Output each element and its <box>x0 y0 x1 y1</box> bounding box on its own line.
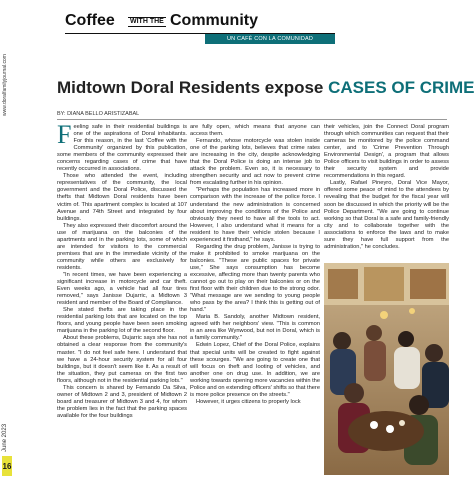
headline-main: Midtown Doral Residents expose <box>57 78 329 97</box>
website-url-text: www.doralfamilyjournal.com <box>2 54 8 116</box>
article-paragraph: Lastly, Rafael Pineyro, Doral Vice Mayor, offered some peace of mind to the attendees by revealing that the budget for the fiscal year will soon be discussed in which the priority will be the Police Department. "We are going to continue working so that Doral is a safe and family-friendly city and to collaborate together with the associations to enforce the laws and to make sure they have full support from the administration," he concludes. <box>324 180 449 250</box>
article-paragraph: Maria B. Sandoly, another Midtown resident, agreed with her neighbors' view. "This is common in an area like Wynwood, but not in Doral, which is a family community." <box>190 314 320 342</box>
article-column-2 <box>190 124 320 406</box>
masthead-with-the: WITH THE <box>130 18 164 25</box>
article-paragraph: "Perhaps the population has increased more in comparison with the increase of the police force. I understand the new administration is concerned about improving the conditions of the Police and obviously they need to have all the tools to act. However, I also understand what it means for a resident to have their vehicle stolen because I experienced it firsthand," he says. <box>190 187 320 243</box>
drop-cap: F <box>57 120 72 149</box>
article-paragraph: She stated thefts are taking place in the residential parking lots that are located on the top floors, and young people have been seen smoking marijuana in the parking lot of the second floor. <box>57 307 187 335</box>
masthead-coffee: Coffee <box>65 12 115 29</box>
article-paragraph: Regarding the drug problem, Janisse is trying to make it prohibited to smoke marijuana on the balconies. "These are public spaces for private use," She says consumption has become excessive, affecting more than twenty parents who cannot go out to play on their balconies or on the first floor with their children due to the strong odor. "What message are we sending to young people who pass by the area? I think this is getting out of hand." <box>190 243 320 314</box>
article-column-1 <box>57 120 187 420</box>
article-paragraph: Feeling safe in their residential buildings is one of the aspirations of Doral inhabitants. For this reason, in the last 'Coffee with the Community' organized by this publication, some members of the community expressed their concerns regarding cases of crime that have recently occurred in associations. <box>57 120 187 173</box>
article-paragraph: This concern is shared by Fernando Da Silva, owner of Midtown 2 and 3, president of Midtown 2 board and treasurer of Midtown 3 and 4, for whom the problem lies in the fact that the parking spaces available for the four buildings <box>57 384 187 419</box>
article-headline <box>57 78 475 98</box>
article-paragraph: About these problems, Dujarric says she has not obtained a clear response from the community's master. "I do not feel safe here. I understand that we have a 24-hour security system for all four buildings, but it doesn't seem like it. As a result of the situation, they put cameras on the first two floors, although not in the residential parking lots." <box>57 335 187 384</box>
headline-accent: CASES OF CRIME <box>328 78 475 97</box>
page-number: 16 <box>2 456 12 476</box>
event-photo <box>324 263 449 475</box>
issue-info <box>2 400 12 480</box>
article-paragraph: Fernando, whose motorcycle was stolen inside one of the parking lots, believes that crime rates are increasing in the city, despite acknowledging that the Doral Police is doing an intense job to attack the problem. Even so, it is necessary to strengthen security and act now to prevent crime from escalating further in his opinion. <box>190 138 320 187</box>
article-column-3 <box>324 124 449 251</box>
article-paragraph: "In recent times, we have been experiencing a significant increase in motorcycle and car theft. Even weeks ago, a vehicle had all four tires removed," says Janisse Dujarric, a Midtown 3 resident and member of the Board of Compliance. <box>57 271 187 307</box>
article-paragraph: They also expressed their discomfort around the use of marijuana on the balconies of the apartments and in the parking lots, some of which are intended for visitors to the commercial premises that are in the immediate vicinity of the community while others are exclusively for residents. <box>57 222 187 271</box>
website-url <box>2 6 10 126</box>
article-paragraph: Those who attended the event, including representatives of the community, the local government and the Doral Police, discussed the thefts that Midtown Doral residents have been victim of. This apartment complex is located at 107 Avenue and 74th Street and integrated by four buildings. <box>57 173 187 222</box>
article-paragraph: their vehicles, join the Connect Doral program through which communities can request that their cameras be monitored by the police command center, and to 'Crime Prevention Through Environmental Design', a program that allows Police officers to visit buildings in order to assess their security system and provide recommendations in this regard. <box>324 124 449 180</box>
masthead-subtitle-bar <box>205 34 335 44</box>
byline: BY: DIANA BELLO ARISTIZABAL <box>57 111 140 117</box>
issue-date: June 2023 <box>2 423 8 452</box>
section-masthead <box>57 10 335 68</box>
masthead-subtitle: UN CAFÉ CON LA COMUNIDAD <box>226 36 314 42</box>
article-paragraph: are fully open, which means that anyone can access them. <box>190 124 320 138</box>
article-paragraph: Edwin Lopez, Chief of the Doral Police, explains that special units will be created to fight against these scourges. "We are going to create one that will focus on theft and looting of vehicles, and another one on drug use. In addition, we are working towards opening more vacancies within the Police and on extending officers' shifts so that there is more police presence on the streets." <box>190 342 320 398</box>
event-photo-illustration <box>324 263 449 475</box>
masthead-community: Community <box>170 12 258 29</box>
article-paragraph: However, it urges citizens to properly lock <box>196 398 301 405</box>
byline-divider <box>57 119 447 120</box>
